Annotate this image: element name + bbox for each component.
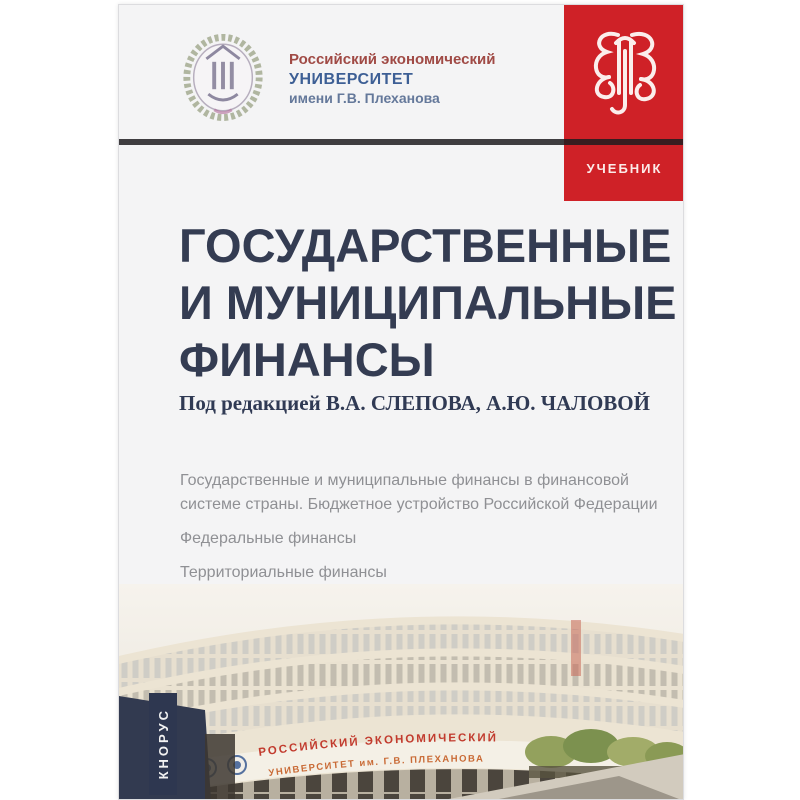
title-line-1: ГОСУДАРСТВЕННЫЕ <box>179 219 672 272</box>
title-line-3: ФИНАНСЫ <box>179 333 435 386</box>
title-line-2: И МУНИЦИПАЛЬНЫЕ <box>179 276 677 329</box>
topics-list <box>180 469 684 595</box>
cover-photo <box>119 584 684 799</box>
book-title <box>179 217 676 388</box>
publisher-spine <box>149 693 177 795</box>
book-cover <box>118 4 684 800</box>
divider-line <box>119 139 683 145</box>
facade-text-line1: РОССИЙСКИЙ ЭКОНОМИЧЕСКИЙ <box>257 732 499 759</box>
textbook-badge: УЧЕБНИК <box>586 161 663 176</box>
university-name-line2: УНИВЕРСИТЕТ <box>289 70 414 88</box>
facade-text-line2: УНИВЕРСИТЕТ им. Г.В. ПЛЕХАНОВА <box>267 753 485 779</box>
topic-item: Федеральные финансы <box>180 530 357 547</box>
red-badge-block <box>564 5 684 201</box>
university-name-line3: имени Г.В. Плеханова <box>289 89 440 106</box>
topic-item: Государственные и муниципальные финансы в финансовой системе страны. Бюджетное устройство Российской Федерации <box>180 472 658 513</box>
university-logo <box>179 29 495 123</box>
editors-line: Под редакцией В.А. СЛЕПОВА, А.Ю. ЧАЛОВОЙ <box>179 391 650 415</box>
topic-item: Территориальные финансы <box>180 564 387 581</box>
publisher-name: КНОРУС <box>155 708 171 780</box>
university-name-line1: Российский экономический <box>289 51 496 68</box>
university-name <box>289 51 495 107</box>
building-photo <box>119 584 684 799</box>
university-emblem-icon <box>179 29 267 123</box>
plekhanov-monogram-icon <box>582 21 668 121</box>
